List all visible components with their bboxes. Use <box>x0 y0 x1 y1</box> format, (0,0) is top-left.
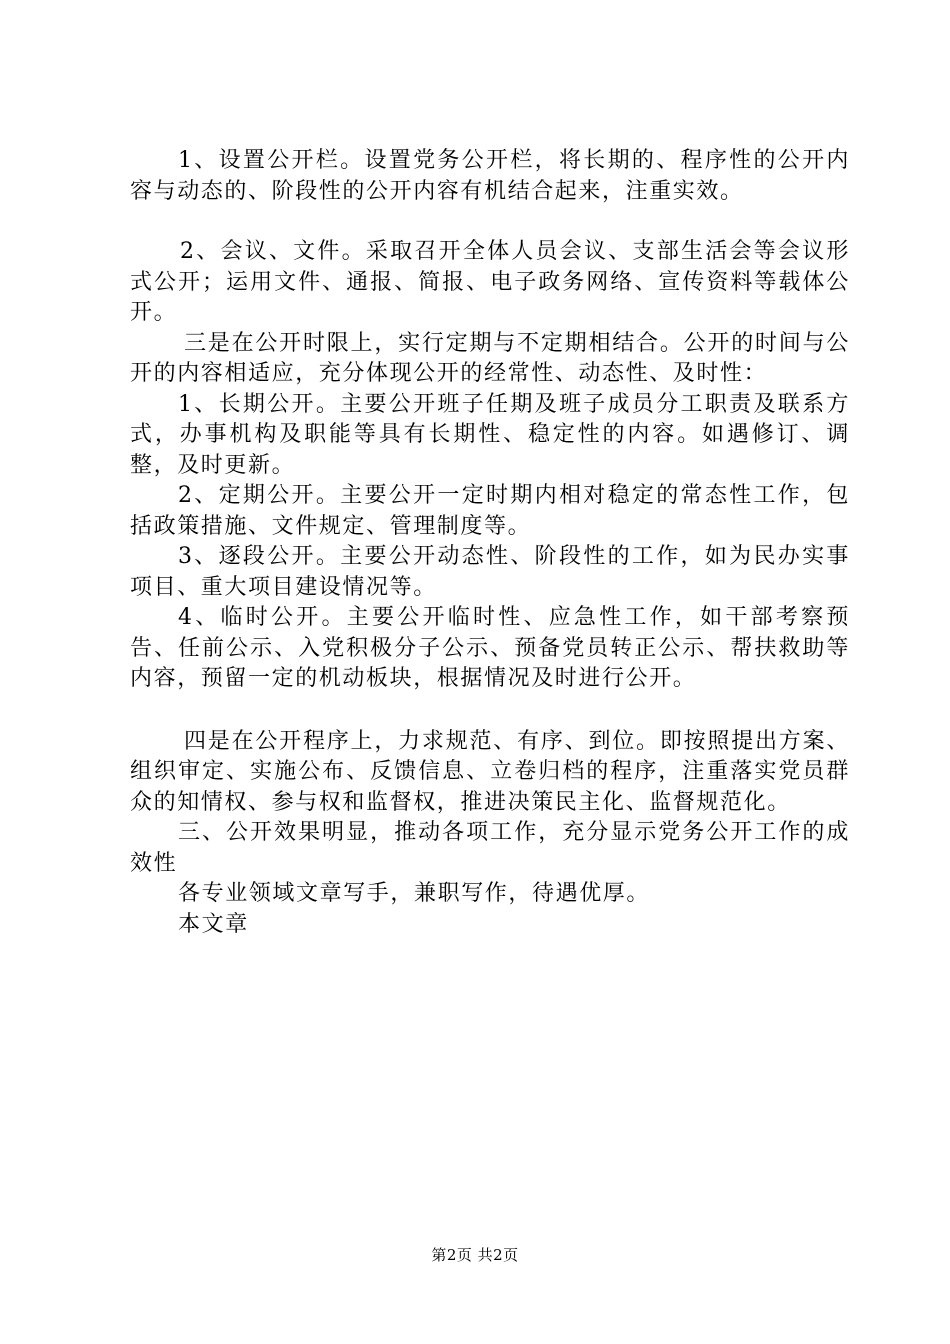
paragraph-3: 三是在公开时限上，实行定期与不定期相结合。公开的时间与公开的内容相适应，充分体现公开的经常性、动态性、及时性： <box>130 330 850 386</box>
paragraph-1: 1、设置公开栏。设置党务公开栏，将长期的、程序性的公开内容与动态的、阶段性的公开内容有机结合起来，注重实效。 <box>130 148 850 204</box>
paragraph-11: 本文章 <box>178 911 249 937</box>
page-number-footer: 第2页 共2页 <box>431 1246 519 1264</box>
paragraph-8: 四是在公开程序上，力求规范、有序、到位。即按照提出方案、组织审定、实施公布、反馈信息、立卷归档的程序，注重落实党员群众的知情权、参与权和监督权，推进决策民主化、监督规范化。 <box>130 728 850 815</box>
paragraph-6: 3、逐段公开。主要公开动态性、阶段性的工作，如为民办实事项目、重大项目建设情况等。 <box>130 544 850 600</box>
document-body <box>130 146 850 940</box>
paragraph-2: 2、会议、文件。采取召开全体人员会议、支部生活会等会议形式公开；运用文件、通报、简报、电子政务网络、宣传资料等载体公开。 <box>130 239 850 325</box>
paragraph-4: 1、长期公开。主要公开班子任期及班子成员分工职责及联系方式，办事机构及职能等具有长期性、稳定性的内容。如遇修订、调整，及时更新。 <box>130 391 850 478</box>
paragraph-7: 4、临时公开。主要公开临时性、应急性工作，如干部考察预告、任前公示、入党积极分子公示、预备党员转正公示、帮扶救助等内容，预留一定的机动板块，根据情况及时进行公开。 <box>130 605 850 691</box>
paragraph-9: 三、公开效果明显，推动各项工作，充分显示党务公开工作的成效性 <box>130 820 850 876</box>
paragraph-5: 2、定期公开。主要公开一定时期内相对稳定的常态性工作，包括政策措施、文件规定、管理制度等。 <box>130 483 850 539</box>
paragraph-10: 各专业领域文章写手，兼职写作，待遇优厚。 <box>178 881 651 906</box>
